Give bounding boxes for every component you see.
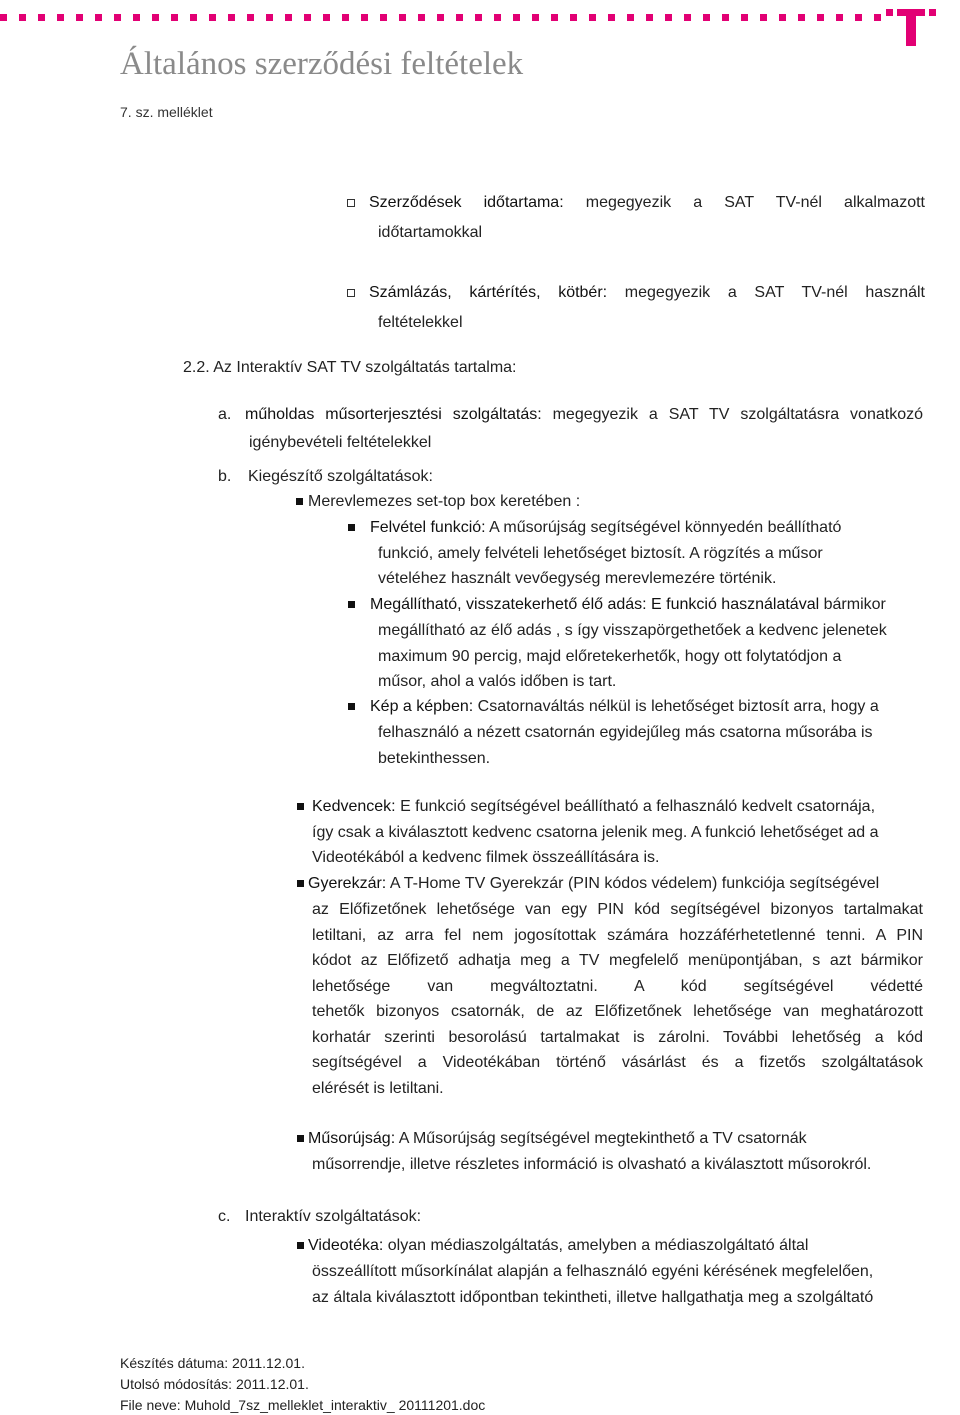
header-dot [551, 14, 558, 21]
item-b-sub-heading: Merevlemezes set-top box keretében : [308, 493, 581, 510]
square-bullet-icon [297, 1242, 304, 1249]
page-title: Általános szerződési feltételek [120, 46, 524, 82]
vod-line3: az általa kiválasztott időpontban tekintheti, illetve hallgathatja meg a szolgáltató [312, 1289, 874, 1306]
feature-recording-line1: Felvétel funkció: A műsorújság segítségével könnyedén beállítható [370, 519, 842, 536]
square-bullet-icon [296, 498, 303, 505]
header-dot [114, 14, 121, 21]
section-heading: 2.2. Az Interaktív SAT TV szolgáltatás tartalma: [183, 359, 517, 376]
header-dot [836, 14, 843, 21]
intro-bullet-2-line1: Számlázás, kártérítés, kötbér: megegyezik a SAT TV-nél használt [369, 284, 925, 301]
item-a-marker: a. [218, 406, 232, 423]
vod-line1: Videotéka: olyan médiaszolgáltatás, amelyben a médiaszolgáltató által [308, 1237, 809, 1254]
parental-lock-line6: tehetők bizonyos csatornák, de az Előfizetőnek lehetősége van meghatározott [312, 1003, 923, 1020]
header-dot [76, 14, 83, 21]
header-dot [190, 14, 197, 21]
feature-recording-line2: funkció, amely felvételi lehetőséget biztosít. A rögzítés a műsor [378, 545, 823, 562]
header-dot [152, 14, 159, 21]
feature-recording-line3: vételéhez használt vevőegység merevlemezére történik. [378, 570, 777, 587]
header-dot [741, 14, 748, 21]
header-dot [323, 14, 330, 21]
item-a-line2: igénybevételi feltételekkel [249, 434, 432, 451]
square-bullet-icon [348, 703, 355, 710]
header-dot [532, 14, 539, 21]
header-dot [475, 14, 482, 21]
header-dot [646, 14, 653, 21]
header-dot [380, 14, 387, 21]
header-dot [19, 14, 26, 21]
header-dot [0, 14, 7, 21]
square-bullet-icon [297, 880, 304, 887]
header-dot [589, 14, 596, 21]
header-dot [437, 14, 444, 21]
footer-created: Készítés dátuma: 2011.12.01. [120, 1355, 305, 1371]
feature-timeshift-line4: műsor, ahol a valós időben is tart. [378, 673, 617, 690]
favourites-line2: így csak a kiválasztott kedvenc csatorna jelenik meg. A funkció lehetőséget ad a [312, 824, 879, 841]
footer-filename: File neve: Muhold_7sz_melleklet_interaktiv_ 20111201.doc [120, 1397, 486, 1413]
header-dot [342, 14, 349, 21]
favourites-line3: Videotékából a kedvenc filmek összeállítására is. [312, 849, 660, 866]
intro-bullet-1-line2: időtartamokkal [378, 224, 483, 241]
header-dot [399, 14, 406, 21]
header-dot [760, 14, 767, 21]
header-dot [209, 14, 216, 21]
feature-pip-line1: Kép a képben: Csatornaváltás nélkül is lehetőséget biztosít arra, hogy a [370, 698, 879, 715]
parental-lock-line1: Gyerekzár: A T-Home TV Gyerekzár (PIN kódos védelem) funkciója segítségével [308, 875, 880, 892]
header-dot [627, 14, 634, 21]
header-dot [418, 14, 425, 21]
parental-lock-line8: segítségével a Videotékában történő vásárlást és a fizetős szolgáltatások [312, 1054, 923, 1071]
header-dot [456, 14, 463, 21]
header-dot [779, 14, 786, 21]
header-dot [722, 14, 729, 21]
header-dot [57, 14, 64, 21]
item-b-marker: b. [218, 468, 232, 485]
favourites-line1: Kedvencek: E funkció segítségével beállítható a felhasználó kedvelt csatornája, [312, 798, 876, 815]
header-dot [494, 14, 501, 21]
header-dot [874, 14, 881, 21]
square-bullet-icon [297, 1135, 304, 1142]
parental-lock-line7: korhatár szerinti besorolású tartalmakat is zárolni. További lehetőség a kód [312, 1029, 923, 1046]
header-dot-strip [0, 14, 880, 28]
feature-timeshift-line3: maximum 90 percig, majd előretekerhetők, hogy ott folytatódjon a [378, 648, 842, 665]
telekom-t-icon [886, 6, 936, 46]
hollow-bullet-icon [347, 199, 355, 207]
header-dot [266, 14, 273, 21]
item-a-line1: műholdas műsorterjesztési szolgáltatás: megegyezik a SAT TV szolgáltatásra vonatkozó [245, 406, 923, 423]
parental-lock-line4: kódot az Előfizető adhatja meg a TV megfelelő menüpontjában, s azt bármikor [312, 952, 923, 969]
square-bullet-icon [348, 524, 355, 531]
parental-lock-line5: lehetősége van megváltoztatni. A kód segítségével védetté [312, 978, 923, 995]
item-c-marker: c. [218, 1208, 231, 1225]
square-bullet-icon [348, 601, 355, 608]
header-dot [570, 14, 577, 21]
epg-line2: műsorrendje, illetve részletes információ is olvasható a kiválasztott műsorokról. [312, 1156, 872, 1173]
header-dot [608, 14, 615, 21]
header-dot [285, 14, 292, 21]
header-dot [247, 14, 254, 21]
header-dot [684, 14, 691, 21]
header-dot [228, 14, 235, 21]
feature-pip-line3: betekinthessen. [378, 750, 491, 767]
hollow-bullet-icon [347, 289, 355, 297]
header-dot [855, 14, 862, 21]
header-dot [798, 14, 805, 21]
square-bullet-icon [297, 803, 304, 810]
intro-bullet-2-line2: feltételekkel [378, 314, 463, 331]
item-b-label: Kiegészítő szolgáltatások: [248, 468, 433, 485]
epg-line1: Műsorújság: A Műsorújság segítségével megtekinthető a TV csatornák [308, 1130, 807, 1147]
parental-lock-line2: az Előfizetőnek lehetősége van egy PIN kód segítségével bizonyos tartalmakat [312, 901, 923, 918]
item-c-label: Interaktív szolgáltatások: [245, 1208, 422, 1225]
vod-line2: összeállított műsorkínálat alapján a felhasználó egyéni kérésének megfelelően, [312, 1263, 874, 1280]
page-subtitle: 7. sz. melléklet [120, 104, 213, 120]
header-dot [171, 14, 178, 21]
parental-lock-line9: elérését is letiltani. [312, 1080, 444, 1097]
header-dot [38, 14, 45, 21]
header-dot [133, 14, 140, 21]
header-dot [817, 14, 824, 21]
header-dot [304, 14, 311, 21]
parental-lock-line3: letiltani, az arra fel nem jogosítottak számára hozzáférhetetlenné tenni. A PIN [312, 927, 923, 944]
feature-timeshift-line2: megállítható az élő adás , s így visszapörgethetőek a kedvenc jelenetek [378, 622, 887, 639]
footer-modified: Utolsó módosítás: 2011.12.01. [120, 1376, 309, 1392]
header-dot [361, 14, 368, 21]
header-dot [703, 14, 710, 21]
header-dot [95, 14, 102, 21]
feature-pip-line2: felhasználó a nézett csatornán egyidejűleg más csatorna műsorába is [378, 724, 873, 741]
intro-bullet-1-line1: Szerződések időtartama: megegyezik a SAT TV-nél alkalmazott [369, 194, 925, 211]
header-dot [665, 14, 672, 21]
header-dot [513, 14, 520, 21]
feature-timeshift-line1: Megállítható, visszatekerhető élő adás: E funkció használatával bármikor [370, 596, 886, 613]
